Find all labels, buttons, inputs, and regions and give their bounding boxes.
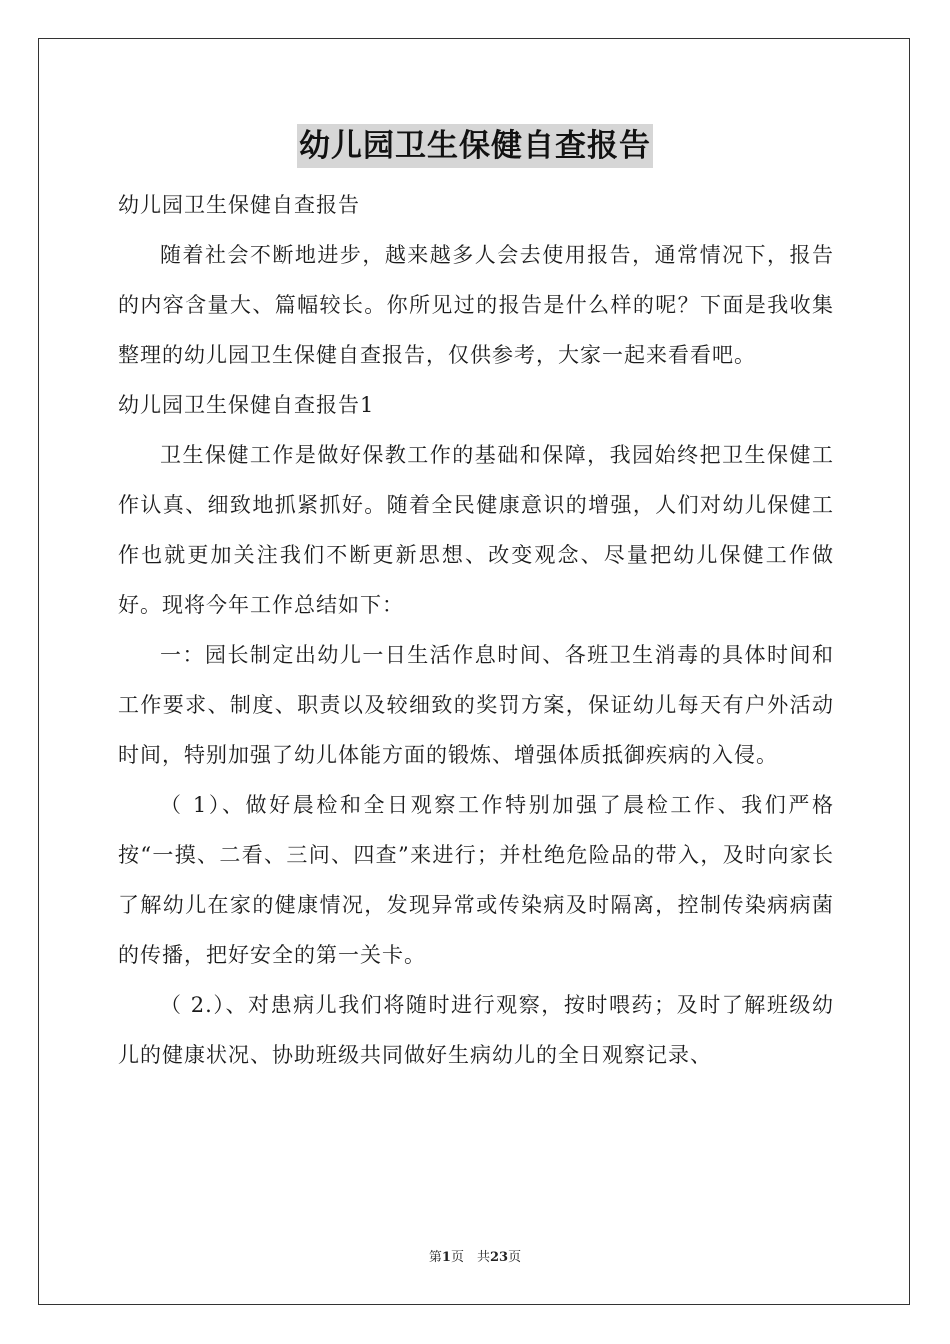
paragraph-intro: 随着社会不断地进步，越来越多人会去使用报告，通常情况下，报告的内容含量大、篇幅较长。你所见过的报告是什么样的呢？下面是我收集整理的幼儿园卫生保健自查报告，仅供参考，大家一起来看看吧。 [118,243,834,367]
footer-page-number: 1 [441,1250,451,1265]
title-container [0,124,950,168]
paragraph-subtitle: 幼儿园卫生保健自查报告 [118,193,360,217]
section-heading: 幼儿园卫生保健自查报告1 [118,393,375,417]
document-body [118,180,834,1080]
footer-prefix: 第 [428,1250,442,1265]
paragraph-item-one: 一：园长制定出幼儿一日生活作息时间、各班卫生消毒的具体时间和工作要求、制度、职责以及较细致的奖罚方案，保证幼儿每天有户外活动时间，特别加强了幼儿体能方面的锻炼、增强体质抵御疾病的入侵。 [118,643,834,767]
page-footer [0,1249,950,1267]
paragraph-subitem-1: （ 1）、做好晨检和全日观察工作特别加强了晨检工作、我们严格按“一摸、二看、三问、四查”来进行；并杜绝危险品的带入，及时向家长了解幼儿在家的健康情况，发现异常或传染病及时隔离，控制传染病病菌的传播，把好安全的第一关卡。 [118,793,834,967]
document-title: 幼儿园卫生保健自查报告 [297,124,653,168]
footer-total-pages: 23 [489,1250,509,1265]
footer-middle: 页 共 [450,1250,490,1265]
footer-suffix: 页 [508,1250,522,1265]
paragraph-subitem-2: （ 2.）、对患病儿我们将随时进行观察，按时喂药；及时了解班级幼儿的健康状况、协助班级共同做好生病幼儿的全日观察记录、 [118,993,834,1067]
paragraph-body: 卫生保健工作是做好保教工作的基础和保障，我园始终把卫生保健工作认真、细致地抓紧抓好。随着全民健康意识的增强，人们对幼儿保健工作也就更加关注我们不断更新思想、改变观念、尽量把幼儿保健工作做好。现将今年工作总结如下： [118,443,834,617]
